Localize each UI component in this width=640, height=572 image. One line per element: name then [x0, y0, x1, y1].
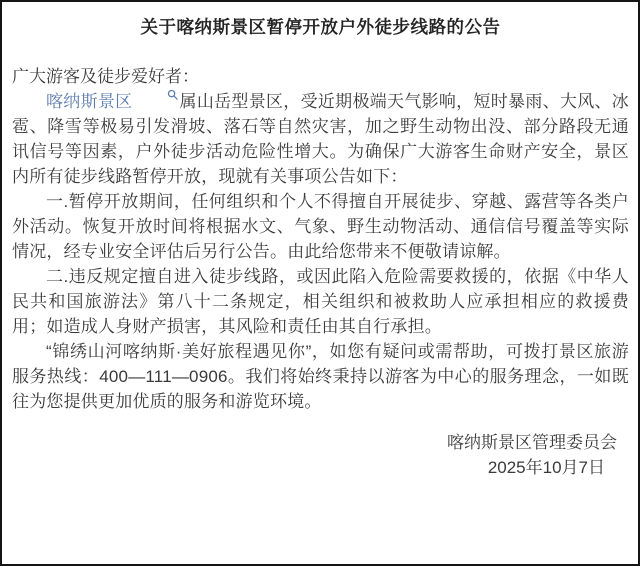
salutation-line: 广大游客及徒步爱好者： — [12, 67, 199, 86]
notice-title: 关于喀纳斯景区暂停开放户外徒步线路的公告 — [140, 17, 501, 37]
signature-committee: 喀纳斯景区管理委员会 — [447, 433, 617, 452]
paragraph-intro — [12, 89, 629, 189]
notice-date: 2025年10月7日 — [487, 458, 605, 477]
paragraph-intro-text: 属山岳型景区，受近期极端天气影响，短时暴雨、大风、冰雹、降雪等极易引发滑坡、落石等自然灾害，加之野生动物出没、部分路段无通讯信号等因素，户外徒步活动危险性增大。为确保广大游客生命财产安全，景区内所有徒步线路暂停开放，现就有关事项公告如下： — [12, 92, 629, 186]
paragraph-item-2: 二.违反规定擅自进入徒步线路，或因此陷入危险需要救援的，依据《中华人民共和国旅游法》第八十二条规定，相关组织和被救助人应承担相应的救援费用；如造成人身财产损害，其风险和责任由其自行承担。 — [12, 267, 629, 336]
paragraph-item-1: 一.暂停开放期间，任何组织和个人不得擅自开展徒步、穿越、露营等各类户外活动。恢复开放时间将根据水文、气象、野生动物活动、通信信号覆盖等实际情况，经专业安全评估后另行公告。由此给您带来不便敬请谅解。 — [12, 192, 629, 261]
bottom-margin — [0, 566, 640, 572]
search-icon[interactable] — [133, 89, 178, 100]
notice-content — [2, 2, 638, 480]
paragraph-hotline: “锦绣山河喀纳斯·美好旅程遇见你”，如您有疑问或需帮助，可拨打景区旅游服务热线：400—111—0906。我们将始终秉持以游客为中心的服务理念，一如既往为您提供更加优质的服务和游览环境。 — [12, 342, 629, 411]
entity-link-kanas[interactable]: 喀纳斯景区 — [46, 92, 133, 111]
